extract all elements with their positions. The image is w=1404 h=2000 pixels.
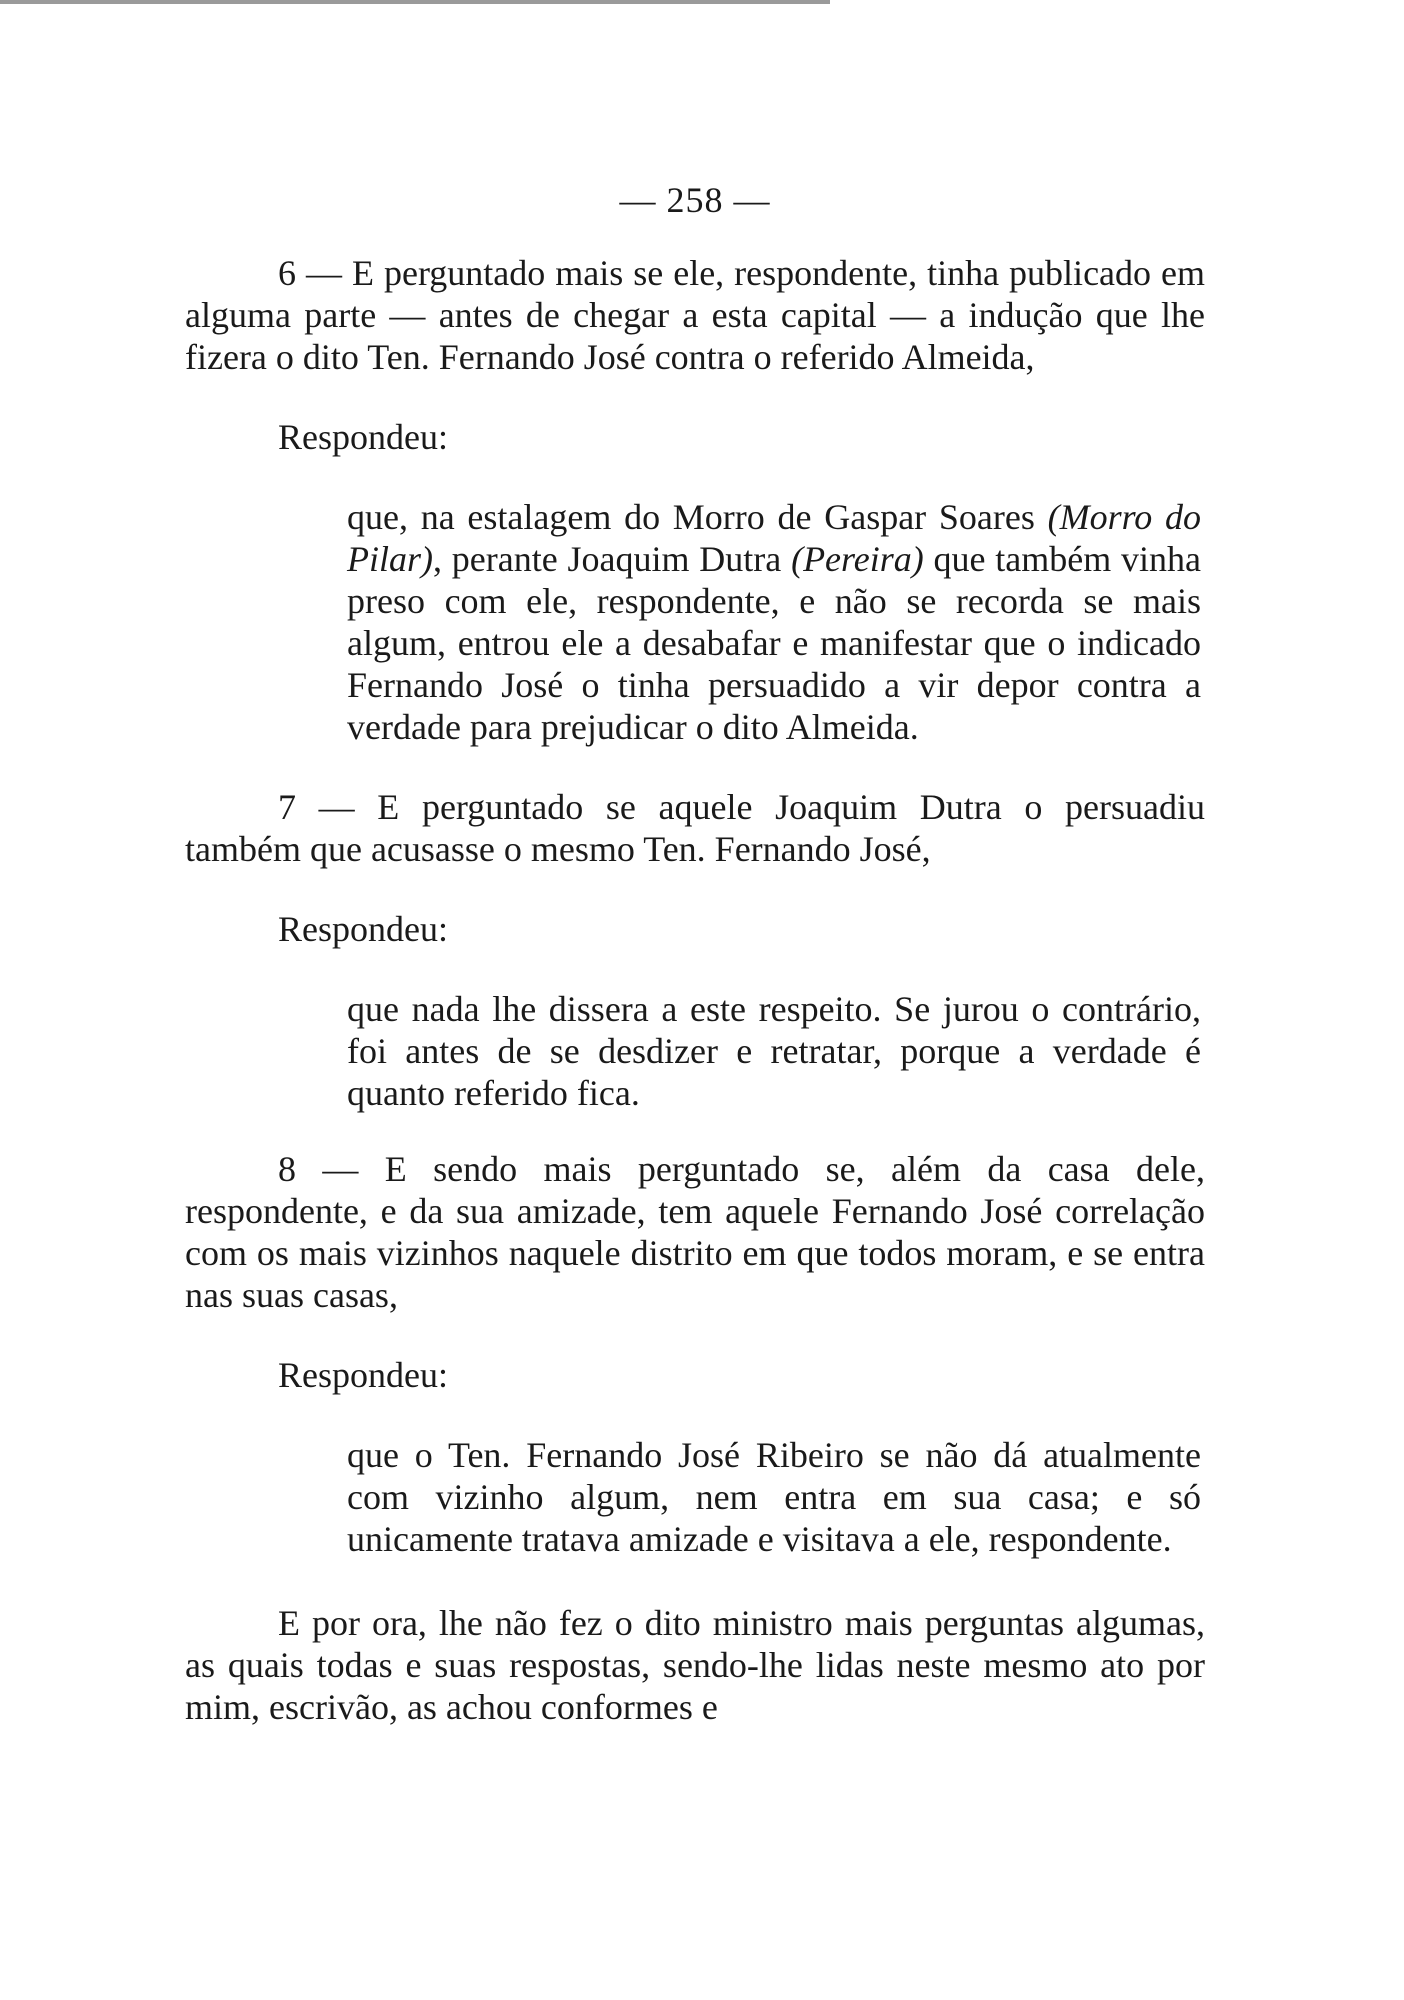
response-label-8: Respondeu:	[278, 1355, 448, 1395]
page-number: — 258 —	[619, 180, 771, 220]
answer-6-text-2: , perante Joaquim Dutra	[433, 539, 792, 579]
response-label-7: Respondeu:	[278, 909, 448, 949]
closing-paragraph: E por ora, lhe não fez o dito ministro mais perguntas algumas, as quais todas e suas respostas, sendo-lhe lidas neste mesmo ato por mim, escrivão, as achou conformes e	[185, 1603, 1205, 1727]
answer-8: que o Ten. Fernando José Ribeiro se não dá atualmente com vizinho algum, nem entra em sua casa; e só unicamente tratava amizade e visitava a ele, respondente.	[347, 1435, 1201, 1559]
question-8: 8 — E sendo mais perguntado se, além da casa dele, respondente, e da sua amizade, tem aquele Fernando José correlação com os mais vizinhos naquele distrito em que todos moram, e se entra nas suas casas,	[185, 1149, 1205, 1315]
scan-edge-rule	[0, 0, 830, 4]
book-page	[185, 170, 1205, 1728]
answer-6-text-1: que, na estalagem do Morro de Gaspar Soares	[347, 497, 1048, 537]
answer-6	[347, 496, 1201, 748]
answer-7: que nada lhe dissera a este respeito. Se jurou o contrário, foi antes de se desdizer e retratar, porque a verdade é quanto referido fica.	[347, 989, 1201, 1113]
answer-6-italic-surname: (Pereira)	[791, 539, 924, 579]
answer-6-text-3: que também vinha preso com ele, respondente, e não se recorda se mais algum, entrou ele a desabafar e manifestar que o indicado Fernando José o tinha persuadido a vir depor contra a verdade para prejudicar o dito Almeida.	[347, 539, 1201, 747]
response-label-6: Respondeu:	[278, 417, 448, 457]
question-6: 6 — E perguntado mais se ele, respondente, tinha publicado em alguma parte — antes de chegar a esta capital — a indução que lhe fizera o dito Ten. Fernando José contra o referido Almeida,	[185, 253, 1205, 377]
answer-6-italic-place: (Morro do Pilar)	[347, 497, 1201, 579]
question-7: 7 — E perguntado se aquele Joaquim Dutra o persuadiu também que acusasse o mesmo Ten. Fernando José,	[185, 787, 1205, 869]
